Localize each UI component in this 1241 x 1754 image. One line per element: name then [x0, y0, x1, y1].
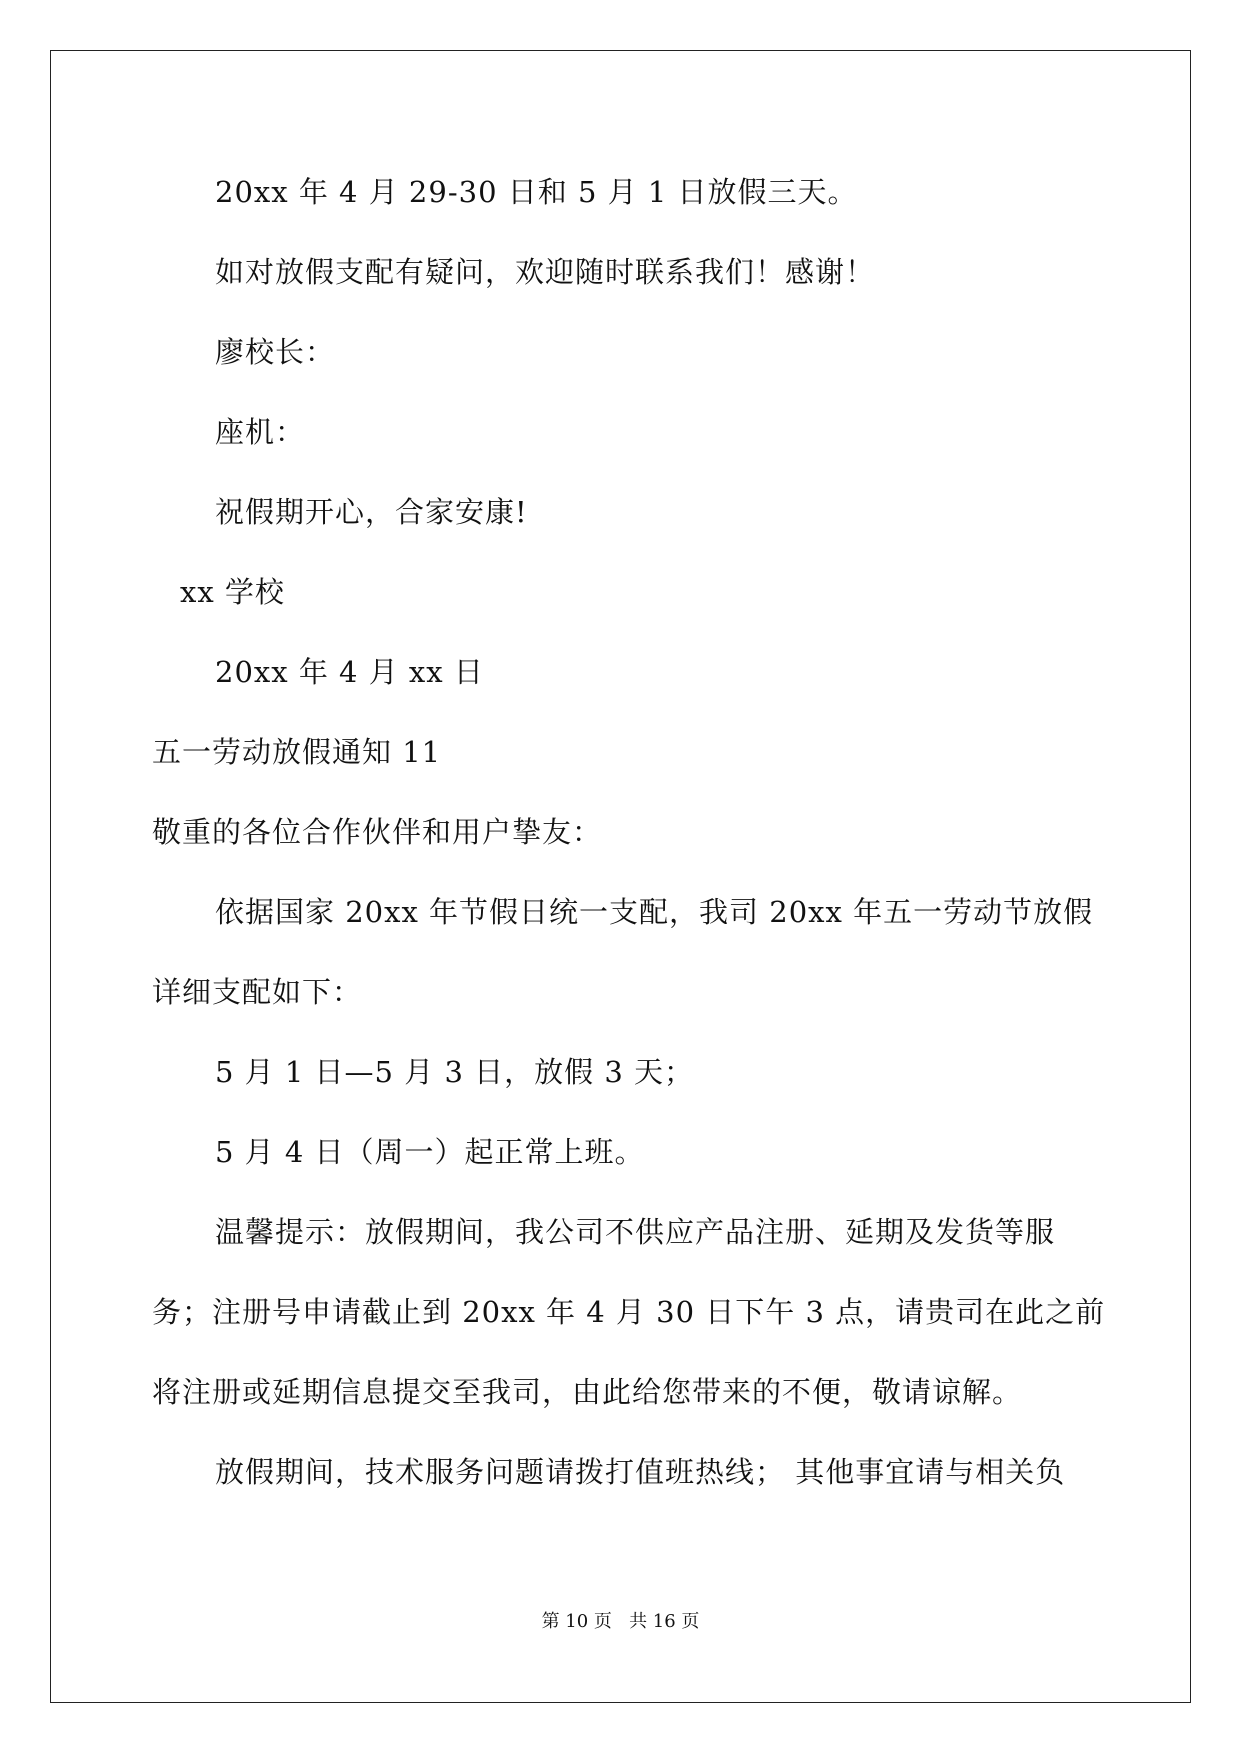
paragraph-line: 依据国家 20xx 年节假日统一支配，我司 20xx 年五一劳动节放假 — [215, 895, 1094, 929]
paragraph-line: 温馨提示：放假期间，我公司不供应产品注册、延期及发货等服 — [215, 1215, 1056, 1249]
salutation-line: 敬重的各位合作伙伴和用户挚友： — [152, 815, 603, 849]
greeting-line: 祝假期开心，合家安康! — [215, 495, 528, 529]
paragraph-line: 将注册或延期信息提交至我司，由此给您带来的不便，敬请谅解。 — [152, 1375, 1023, 1409]
resume-work-line: 5 月 4 日（周一）起正常上班。 — [215, 1135, 645, 1169]
page-number-footer: 第 10 页 共 16 页 — [541, 1611, 700, 1632]
school-signature: xx 学校 — [180, 575, 285, 609]
paragraph-line: 务；注册号申请截止到 20xx 年 4 月 30 日下午 3 点，请贵司在此之前 — [152, 1295, 1106, 1329]
holiday-period-line: 5 月 1 日—5 月 3 日，放假 3 天； — [215, 1055, 694, 1089]
signature-date: 20xx 年 4 月 xx 日 — [215, 655, 484, 689]
landline-line: 座机： — [215, 415, 306, 449]
paragraph-line: 放假期间，技术服务问题请拨打值班热线； 其他事宜请与相关负 — [215, 1455, 1066, 1489]
holiday-dates-line: 20xx 年 4 月 29-30 日和 5 月 1 日放假三天。 — [215, 175, 858, 209]
principal-line: 廖校长： — [215, 335, 336, 369]
paragraph-line: 详细支配如下： — [152, 975, 363, 1009]
contact-note-line: 如对放假支配有疑问，欢迎随时联系我们！感谢！ — [215, 255, 876, 289]
section-title: 五一劳动放假通知 11 — [152, 735, 442, 769]
